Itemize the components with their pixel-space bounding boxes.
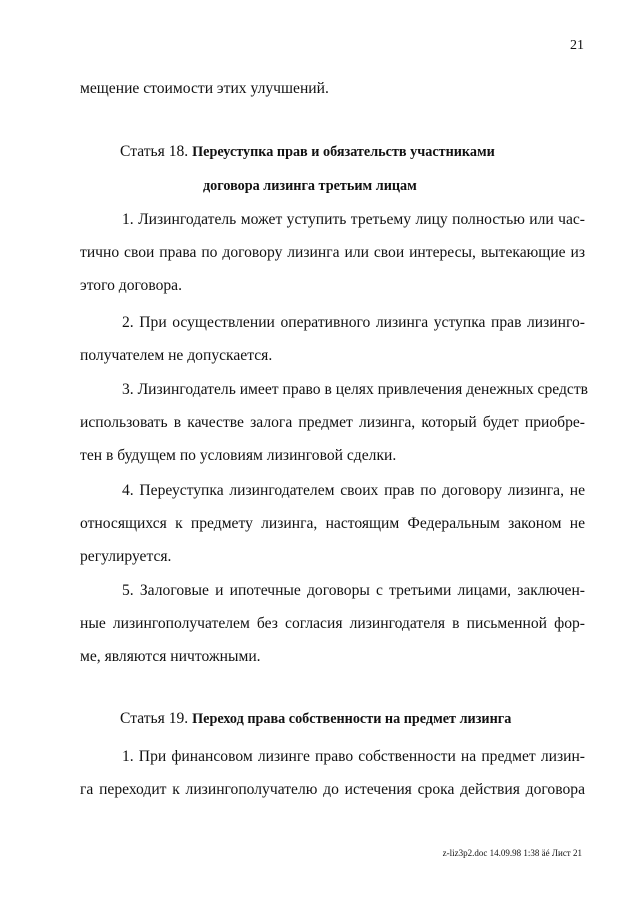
- text-line: 1. Лизингодатель может уступить третьему лицу полностью или час-: [122, 211, 585, 228]
- text-line: относящихся к предмету лизинга, настоящим Федеральным законом не: [80, 515, 585, 533]
- article-19-paragraph-1: [80, 740, 585, 806]
- text-line: 3. Лизингодатель имеет право в целях привлечения денежных средств: [122, 381, 589, 398]
- article-18-paragraph-5: [80, 574, 585, 674]
- text-line: тен в будущем по условиям лизинговой сделки.: [80, 447, 397, 465]
- article-18-paragraph-2: [80, 306, 585, 372]
- text-line: тично свои права по договору лизинга или свои интересы, вытекающие из: [80, 244, 585, 262]
- text-line: 5. Залоговые и ипотечные договоры с третьими лицами, заключен-: [122, 582, 585, 599]
- text-line: мещение стоимости этих улучшений.: [80, 80, 329, 97]
- continuation-text: [80, 72, 585, 105]
- text-line: 2. При осуществлении оперативного лизинга уступка прав лизинго-: [122, 314, 585, 331]
- article-18-heading: [120, 143, 495, 161]
- document-footer: z-liz3p2.doc 14.09.98 1:38 äé Лист 21: [442, 848, 582, 858]
- text-line: 1. При финансовом лизинге право собственности на предмет лизин-: [122, 748, 585, 765]
- text-line: ме, являются ничтожными.: [80, 648, 261, 666]
- article-18-title-line1: Переуступка прав и обязательств участниками: [192, 144, 495, 160]
- article-18-title-line2: договора лизинга третьим лицам: [203, 178, 417, 194]
- article-19-title: Переход права собственности на предмет лизинга: [192, 711, 512, 727]
- text-line: ные лизингополучателем без согласия лизингодателя в письменной фор-: [80, 615, 585, 633]
- text-line: этого договора.: [80, 277, 183, 295]
- article-18-paragraph-1: [80, 203, 585, 303]
- page-number: 21: [570, 38, 584, 53]
- article-18-paragraph-4: [80, 474, 585, 574]
- text-line: получателем не допускается.: [80, 347, 273, 365]
- article-18-paragraph-3: [80, 373, 589, 473]
- text-line: га переходит к лизингополучателю до истечения срока действия договора: [80, 781, 585, 799]
- text-line: регулируется.: [80, 548, 172, 566]
- article-19-label: Статья 19.: [120, 710, 189, 727]
- text-line: использовать в качестве залога предмет лизинга, который будет приобре-: [80, 414, 585, 432]
- article-19-heading: [120, 710, 511, 728]
- article-18-label: Статья 18.: [120, 143, 189, 160]
- text-line: 4. Переуступка лизингодателем своих прав по договору лизинга, не: [122, 482, 585, 499]
